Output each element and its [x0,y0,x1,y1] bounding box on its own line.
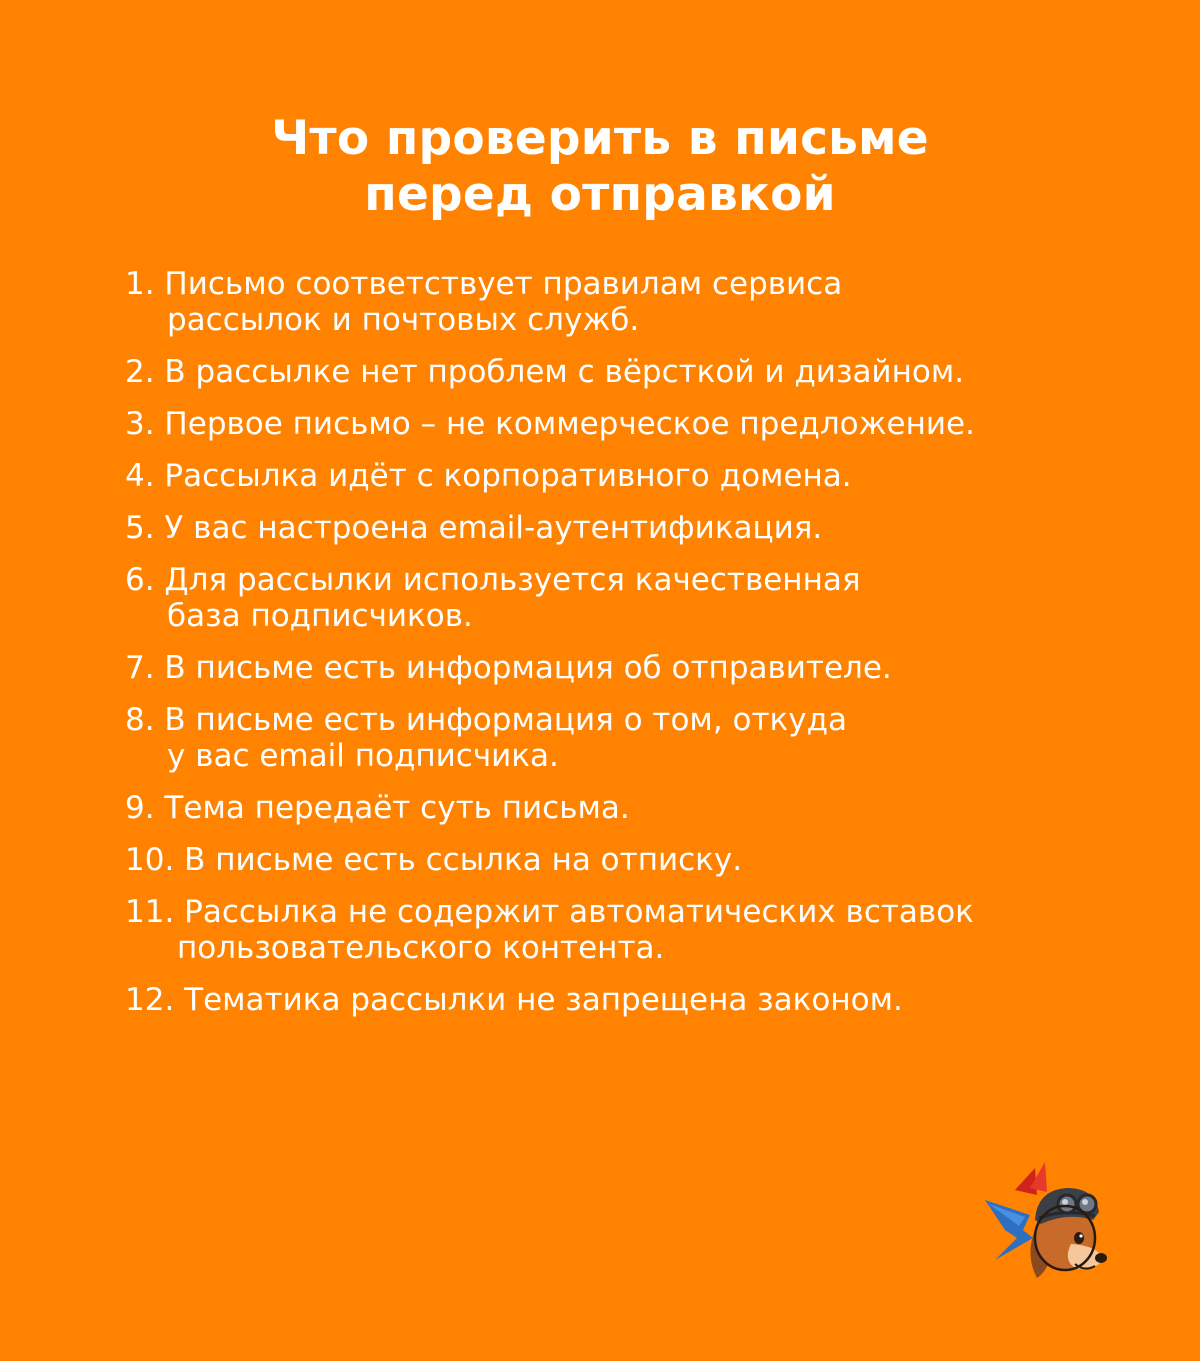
checklist-item-text: 7. В письме есть информация об отправителе. [125,650,892,686]
checklist-item [125,842,1185,878]
checklist-item [125,354,1185,390]
checklist-item-text-continued: рассылок и почтовых служб. [167,302,640,338]
page-title [0,111,1200,223]
checklist-item-text: 5. У вас настроена email-аутентификация. [125,510,823,546]
checklist-item [125,894,1185,966]
dog-pilot-mascot-icon [975,1160,1120,1290]
checklist-item-text: 4. Рассылка идёт с корпоративного домена. [125,458,852,494]
checklist-item [125,982,1185,1018]
checklist-item-text: 9. Тема передаёт суть письма. [125,790,630,826]
checklist-item-text: 11. Рассылка не содержит автоматических вставок [125,894,974,930]
checklist-item-text: 12. Тематика рассылки не запрещена законом. [125,982,903,1018]
checklist [125,266,1185,1034]
checklist-item [125,510,1185,546]
checklist-item [125,266,1185,338]
checklist-item-text: 2. В рассылке нет проблем с вёрсткой и дизайном. [125,354,965,390]
checklist-item-text-continued: пользовательского контента. [177,930,665,966]
checklist-item [125,406,1185,442]
page-title-line-2: перед отправкой [364,167,836,223]
checklist-item [125,562,1185,634]
checklist-item-text: 1. Письмо соответствует правилам сервиса [125,266,843,302]
page-title-line-1: Что проверить в письме [271,111,929,167]
checklist-item-text: 6. Для рассылки используется качественная [125,562,861,598]
checklist-item [125,458,1185,494]
checklist-item [125,790,1185,826]
checklist-item-text-continued: база подписчиков. [167,598,473,634]
checklist-item-text: 10. В письме есть ссылка на отписку. [125,842,743,878]
checklist-item-text: 8. В письме есть информация о том, откуда [125,702,848,738]
checklist-item-text-continued: у вас email подписчика. [167,738,559,774]
checklist-item [125,702,1185,774]
checklist-item [125,650,1185,686]
checklist-item-text: 3. Первое письмо – не коммерческое предложение. [125,406,975,442]
